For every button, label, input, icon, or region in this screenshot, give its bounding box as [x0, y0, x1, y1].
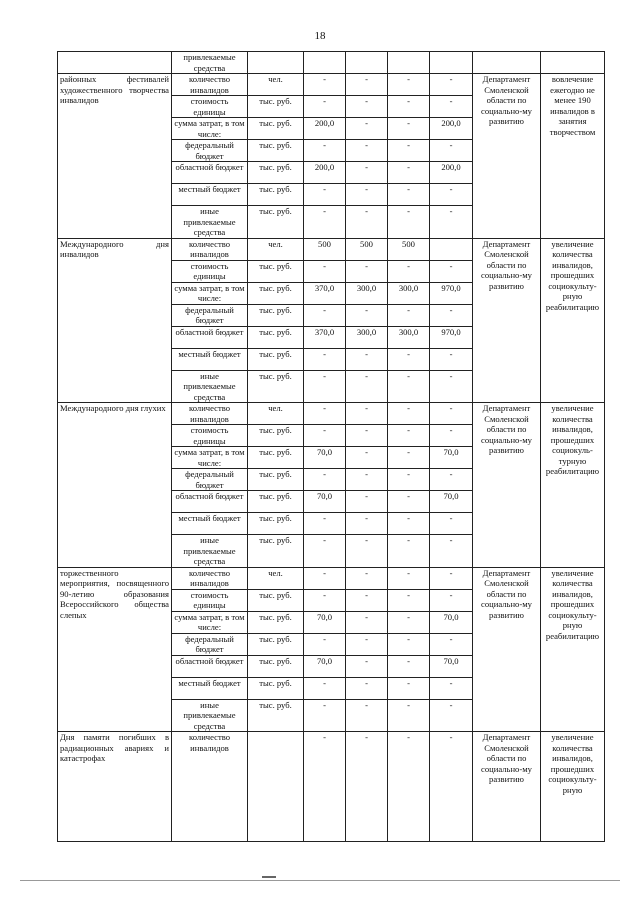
- value-cell: 200,0: [304, 162, 346, 184]
- value-cell: -: [388, 513, 430, 535]
- value-cell: -: [304, 96, 346, 118]
- indicator-cell: местный бюджет: [172, 184, 248, 206]
- unit-cell: тыс. руб.: [248, 491, 304, 513]
- executor-cell: [473, 52, 541, 74]
- value-cell: -: [346, 513, 388, 535]
- table-row: [58, 732, 605, 842]
- unit-cell: чел.: [248, 238, 304, 260]
- value-cell: -: [430, 206, 473, 239]
- value-cell: -: [430, 633, 473, 655]
- indicator-cell: количество инвалидов: [172, 567, 248, 589]
- value-cell: -: [304, 140, 346, 162]
- unit-cell: чел.: [248, 74, 304, 96]
- unit-cell: [248, 52, 304, 74]
- unit-cell: тыс. руб.: [248, 206, 304, 239]
- indicator-cell: федеральный бюджет: [172, 304, 248, 326]
- unit-cell: тыс. руб.: [248, 370, 304, 403]
- unit-cell: тыс. руб.: [248, 611, 304, 633]
- value-cell: -: [430, 589, 473, 611]
- value-cell: -: [430, 304, 473, 326]
- unit-cell: тыс. руб.: [248, 425, 304, 447]
- executor-cell: Департамент Смоленской области по социально-му развитию: [473, 732, 541, 842]
- unit-cell: тыс. руб.: [248, 469, 304, 491]
- page-number: 18: [314, 30, 326, 42]
- value-cell: -: [304, 74, 346, 96]
- value-cell: 70,0: [304, 611, 346, 633]
- value-cell: -: [430, 348, 473, 370]
- value-cell: -: [346, 74, 388, 96]
- unit-cell: чел.: [248, 403, 304, 425]
- value-cell: -: [346, 348, 388, 370]
- value-cell: -: [430, 425, 473, 447]
- unit-cell: тыс. руб.: [248, 447, 304, 469]
- value-cell: -: [304, 304, 346, 326]
- value-cell: -: [388, 567, 430, 589]
- value-cell: 370,0: [304, 282, 346, 304]
- value-cell: -: [430, 370, 473, 403]
- value-cell: 70,0: [430, 655, 473, 677]
- indicator-cell: иные привлекаемые средства: [172, 370, 248, 403]
- indicator-cell: областной бюджет: [172, 326, 248, 348]
- result-cell: [541, 52, 605, 74]
- value-cell: -: [388, 260, 430, 282]
- value-cell: -: [304, 699, 346, 732]
- indicator-cell: количество инвалидов: [172, 238, 248, 260]
- indicator-cell: сумма затрат, в том числе:: [172, 282, 248, 304]
- value-cell: -: [430, 513, 473, 535]
- value-cell: -: [346, 611, 388, 633]
- value-cell: -: [346, 655, 388, 677]
- value-cell: 70,0: [430, 611, 473, 633]
- value-cell: [346, 52, 388, 74]
- indicator-cell: местный бюджет: [172, 348, 248, 370]
- indicator-cell: количество инвалидов: [172, 403, 248, 425]
- value-cell: -: [430, 140, 473, 162]
- value-cell: [430, 238, 473, 260]
- value-cell: -: [388, 96, 430, 118]
- indicator-cell: местный бюджет: [172, 513, 248, 535]
- table-row: [58, 238, 605, 260]
- value-cell: 200,0: [430, 118, 473, 140]
- value-cell: 70,0: [430, 491, 473, 513]
- value-cell: -: [388, 74, 430, 96]
- table-row: [58, 403, 605, 425]
- value-cell: -: [388, 425, 430, 447]
- footer-mark: [262, 876, 276, 878]
- value-cell: 970,0: [430, 282, 473, 304]
- unit-cell: тыс. руб.: [248, 184, 304, 206]
- result-cell: увеличение количества инвалидов, прошедших социокульту-рную реабилитацию: [541, 567, 605, 732]
- value-cell: -: [304, 469, 346, 491]
- value-cell: -: [304, 677, 346, 699]
- indicator-cell: областной бюджет: [172, 491, 248, 513]
- value-cell: -: [304, 403, 346, 425]
- value-cell: -: [304, 633, 346, 655]
- value-cell: -: [388, 677, 430, 699]
- unit-cell: тыс. руб.: [248, 699, 304, 732]
- table-row: [58, 567, 605, 589]
- indicator-cell: иные привлекаемые средства: [172, 535, 248, 568]
- indicator-cell: сумма затрат, в том числе:: [172, 611, 248, 633]
- value-cell: -: [388, 118, 430, 140]
- executor-cell: Департамент Смоленской области по социально-му развитию: [473, 403, 541, 568]
- indicator-cell: стоимость единицы: [172, 589, 248, 611]
- event-title-cell: Международного дня глухих: [58, 403, 172, 568]
- value-cell: -: [388, 633, 430, 655]
- unit-cell: тыс. руб.: [248, 162, 304, 184]
- unit-cell: тыс. руб.: [248, 118, 304, 140]
- value-cell: 500: [304, 238, 346, 260]
- executor-cell: Департамент Смоленской области по социально-му развитию: [473, 74, 541, 239]
- unit-cell: тыс. руб.: [248, 326, 304, 348]
- value-cell: -: [346, 567, 388, 589]
- value-cell: -: [346, 118, 388, 140]
- value-cell: -: [346, 425, 388, 447]
- table-row: [58, 74, 605, 96]
- result-cell: вовлечение ежегодно не менее 190 инвалидов в занятия творчеством: [541, 74, 605, 239]
- value-cell: -: [388, 370, 430, 403]
- indicator-cell: количество инвалидов: [172, 74, 248, 96]
- value-cell: -: [304, 206, 346, 239]
- value-cell: -: [430, 699, 473, 732]
- value-cell: -: [430, 96, 473, 118]
- value-cell: -: [430, 677, 473, 699]
- value-cell: 370,0: [304, 326, 346, 348]
- value-cell: 70,0: [304, 447, 346, 469]
- indicator-cell: сумма затрат, в том числе:: [172, 447, 248, 469]
- value-cell: -: [388, 732, 430, 842]
- value-cell: -: [346, 140, 388, 162]
- value-cell: -: [388, 699, 430, 732]
- value-cell: -: [346, 96, 388, 118]
- indicator-cell: федеральный бюджет: [172, 633, 248, 655]
- unit-cell: тыс. руб.: [248, 348, 304, 370]
- indicator-cell: иные привлекаемые средства: [172, 206, 248, 239]
- event-title-cell: торжественного мероприятия, посвященного 90-летию образования Всероссийского общества слепых: [58, 567, 172, 732]
- value-cell: -: [346, 403, 388, 425]
- value-cell: -: [346, 732, 388, 842]
- value-cell: 200,0: [304, 118, 346, 140]
- unit-cell: тыс. руб.: [248, 535, 304, 568]
- unit-cell: тыс. руб.: [248, 655, 304, 677]
- event-title-cell: районных фестивалей художественного творчества инвалидов: [58, 74, 172, 239]
- unit-cell: тыс. руб.: [248, 260, 304, 282]
- unit-cell: [248, 732, 304, 842]
- indicator-cell: стоимость единицы: [172, 260, 248, 282]
- value-cell: -: [388, 206, 430, 239]
- value-cell: -: [388, 184, 430, 206]
- unit-cell: тыс. руб.: [248, 513, 304, 535]
- event-title-cell: Международного дня инвалидов: [58, 238, 172, 403]
- value-cell: 300,0: [388, 326, 430, 348]
- result-cell: увеличение количества инвалидов, прошедших социокуль-турную реабилитацию: [541, 403, 605, 568]
- indicator-cell: привлекаемые средства: [172, 52, 248, 74]
- value-cell: 200,0: [430, 162, 473, 184]
- value-cell: -: [430, 469, 473, 491]
- value-cell: -: [430, 732, 473, 842]
- value-cell: -: [346, 206, 388, 239]
- value-cell: -: [388, 140, 430, 162]
- value-cell: -: [388, 403, 430, 425]
- value-cell: [388, 52, 430, 74]
- indicator-cell: иные привлекаемые средства: [172, 699, 248, 732]
- indicator-cell: федеральный бюджет: [172, 140, 248, 162]
- unit-cell: тыс. руб.: [248, 304, 304, 326]
- value-cell: -: [388, 304, 430, 326]
- value-cell: 70,0: [304, 655, 346, 677]
- table-row-continuation: [58, 52, 605, 74]
- program-table: [57, 51, 605, 842]
- value-cell: [304, 52, 346, 74]
- value-cell: -: [304, 348, 346, 370]
- value-cell: 300,0: [388, 282, 430, 304]
- value-cell: -: [388, 348, 430, 370]
- value-cell: -: [388, 491, 430, 513]
- value-cell: -: [346, 184, 388, 206]
- indicator-cell: количество инвалидов: [172, 732, 248, 842]
- unit-cell: тыс. руб.: [248, 589, 304, 611]
- value-cell: -: [430, 184, 473, 206]
- value-cell: -: [388, 447, 430, 469]
- value-cell: -: [430, 260, 473, 282]
- value-cell: [430, 52, 473, 74]
- value-cell: -: [346, 447, 388, 469]
- value-cell: -: [304, 425, 346, 447]
- executor-cell: Департамент Смоленской области по социально-му развитию: [473, 238, 541, 403]
- value-cell: -: [430, 74, 473, 96]
- value-cell: -: [304, 567, 346, 589]
- indicator-cell: стоимость единицы: [172, 96, 248, 118]
- value-cell: -: [388, 655, 430, 677]
- value-cell: -: [304, 370, 346, 403]
- footer-rule: [20, 880, 620, 881]
- value-cell: -: [388, 469, 430, 491]
- value-cell: 300,0: [346, 326, 388, 348]
- indicator-cell: областной бюджет: [172, 162, 248, 184]
- value-cell: -: [388, 162, 430, 184]
- indicator-cell: местный бюджет: [172, 677, 248, 699]
- value-cell: -: [346, 162, 388, 184]
- value-cell: -: [346, 260, 388, 282]
- unit-cell: тыс. руб.: [248, 140, 304, 162]
- result-cell: увеличение количества инвалидов, прошедших социокульту-рную: [541, 732, 605, 842]
- value-cell: -: [304, 513, 346, 535]
- value-cell: -: [346, 677, 388, 699]
- unit-cell: тыс. руб.: [248, 633, 304, 655]
- indicator-cell: федеральный бюджет: [172, 469, 248, 491]
- value-cell: -: [430, 535, 473, 568]
- value-cell: -: [346, 699, 388, 732]
- value-cell: -: [304, 732, 346, 842]
- value-cell: -: [304, 184, 346, 206]
- value-cell: -: [388, 611, 430, 633]
- event-title-cell: Дня памяти погибших в радиационных авариях и катастрофах: [58, 732, 172, 842]
- result-cell: увеличение количества инвалидов, прошедших социокульту-рную реабилитацию: [541, 238, 605, 403]
- value-cell: -: [346, 491, 388, 513]
- value-cell: 970,0: [430, 326, 473, 348]
- value-cell: 500: [388, 238, 430, 260]
- value-cell: 300,0: [346, 282, 388, 304]
- value-cell: -: [346, 304, 388, 326]
- value-cell: -: [304, 535, 346, 568]
- unit-cell: тыс. руб.: [248, 677, 304, 699]
- value-cell: 70,0: [430, 447, 473, 469]
- unit-cell: тыс. руб.: [248, 282, 304, 304]
- indicator-cell: сумма затрат, в том числе:: [172, 118, 248, 140]
- value-cell: -: [346, 535, 388, 568]
- value-cell: -: [388, 535, 430, 568]
- title-cell: [58, 52, 172, 74]
- value-cell: -: [346, 633, 388, 655]
- value-cell: -: [304, 589, 346, 611]
- value-cell: -: [388, 589, 430, 611]
- indicator-cell: областной бюджет: [172, 655, 248, 677]
- value-cell: 500: [346, 238, 388, 260]
- unit-cell: тыс. руб.: [248, 96, 304, 118]
- value-cell: -: [346, 589, 388, 611]
- indicator-cell: стоимость единицы: [172, 425, 248, 447]
- unit-cell: чел.: [248, 567, 304, 589]
- value-cell: 70,0: [304, 491, 346, 513]
- executor-cell: Департамент Смоленской области по социально-му развитию: [473, 567, 541, 732]
- value-cell: -: [430, 403, 473, 425]
- value-cell: -: [430, 567, 473, 589]
- value-cell: -: [304, 260, 346, 282]
- value-cell: -: [346, 469, 388, 491]
- value-cell: -: [346, 370, 388, 403]
